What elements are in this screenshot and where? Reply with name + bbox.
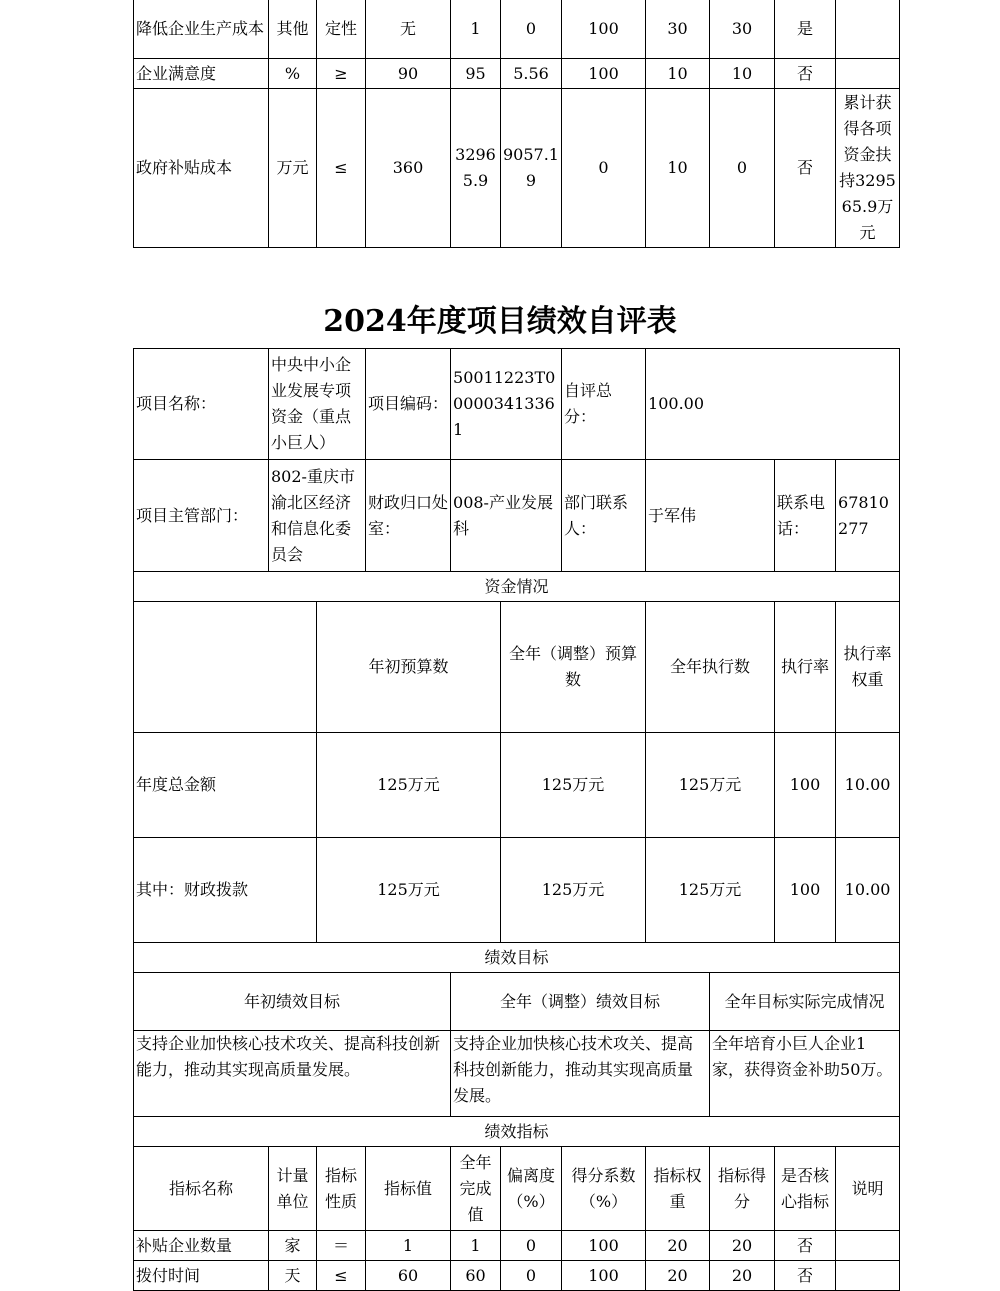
indicator-note xyxy=(836,59,900,89)
phone-label: 联系电话： xyxy=(775,460,836,572)
indicator-header: 指标值 xyxy=(366,1147,451,1231)
indicator-note: 累计获得各项资金扶持329565.9万元 xyxy=(836,89,900,248)
indicator-core: 否 xyxy=(775,1261,836,1291)
finance-label: 财政归口处室： xyxy=(366,460,451,572)
funds-header-blank xyxy=(134,602,317,733)
goals-header: 全年（调整）绩效目标 xyxy=(451,973,710,1031)
indicator-actual: 95 xyxy=(451,59,501,89)
indicator-header: 全年完成值 xyxy=(451,1147,501,1231)
indicator-score: 0 xyxy=(710,89,775,248)
project-code-label: 项目编码： xyxy=(366,349,451,460)
indicator-note xyxy=(836,1261,900,1291)
funds-executed: 125万元 xyxy=(646,838,775,943)
indicator-header: 说明 xyxy=(836,1147,900,1231)
total-score: 100.00 xyxy=(646,349,900,460)
funds-row-label: 其中：财政拨款 xyxy=(134,838,317,943)
funds-header: 执行率权重 xyxy=(836,602,900,733)
indicator-actual: 1 xyxy=(451,0,501,59)
indicator-nature: ≤ xyxy=(317,1261,366,1291)
indicator-score: 20 xyxy=(710,1231,775,1261)
table-row xyxy=(134,1231,900,1261)
indicator-note xyxy=(836,1231,900,1261)
indicator-unit: 其他 xyxy=(269,0,317,59)
table-row xyxy=(134,1031,900,1117)
funds-rate: 100 xyxy=(775,838,836,943)
indicator-coef: 100 xyxy=(562,0,646,59)
contact-value: 于军伟 xyxy=(646,460,775,572)
goals-header: 年初绩效目标 xyxy=(134,973,451,1031)
funds-header: 年初预算数 xyxy=(317,602,501,733)
indicators-section-title: 绩效指标 xyxy=(134,1117,900,1147)
project-name: 中央中小企业发展专项资金（重点小巨人） xyxy=(269,349,366,460)
indicator-coef: 100 xyxy=(562,59,646,89)
table-row xyxy=(134,1147,900,1231)
indicator-score: 10 xyxy=(710,59,775,89)
indicator-target: 360 xyxy=(366,89,451,248)
funds-adjusted: 125万元 xyxy=(501,733,646,838)
funds-weight: 10.00 xyxy=(836,838,900,943)
indicator-core: 否 xyxy=(775,59,836,89)
indicator-target: 60 xyxy=(366,1261,451,1291)
table-row xyxy=(134,1261,900,1291)
page-title: 2024年度项目绩效自评表 xyxy=(323,304,677,339)
funds-executed: 125万元 xyxy=(646,733,775,838)
goal-initial: 支持企业加快核心技术攻关、提高科技创新能力，推动其实现高质量发展。 xyxy=(134,1031,451,1117)
table-row xyxy=(134,733,900,838)
funds-row-label: 年度总金额 xyxy=(134,733,317,838)
indicator-nature: ＝ xyxy=(317,1231,366,1261)
table-row xyxy=(134,602,900,733)
indicator-name: 降低企业生产成本 xyxy=(134,0,269,59)
table-row xyxy=(134,572,900,602)
finance-value: 008-产业发展科 xyxy=(451,460,562,572)
funds-budget: 125万元 xyxy=(317,838,501,943)
table-row xyxy=(134,973,900,1031)
indicator-coef: 100 xyxy=(562,1231,646,1261)
indicator-weight: 20 xyxy=(646,1261,710,1291)
phone-value: 67810277 xyxy=(836,460,900,572)
project-name-label: 项目名称： xyxy=(134,349,269,460)
goals-header: 全年目标实际完成情况 xyxy=(710,973,900,1031)
table-row xyxy=(134,1117,900,1147)
goal-adjusted: 支持企业加快核心技术攻关、提高科技创新能力，推动其实现高质量发展。 xyxy=(451,1031,710,1117)
indicator-name: 政府补贴成本 xyxy=(134,89,269,248)
indicator-actual: 1 xyxy=(451,1231,501,1261)
table-row xyxy=(134,0,900,59)
goal-actual: 全年培育小巨人企业1家，获得资金补助50万。 xyxy=(710,1031,900,1117)
indicator-core: 否 xyxy=(775,1231,836,1261)
indicator-deviation: 0 xyxy=(501,1231,562,1261)
indicator-header: 计量单位 xyxy=(269,1147,317,1231)
indicator-target: 90 xyxy=(366,59,451,89)
table-row xyxy=(134,59,900,89)
indicator-score: 30 xyxy=(710,0,775,59)
self-eval-table xyxy=(133,348,900,1291)
funds-header: 全年（调整）预算数 xyxy=(501,602,646,733)
funds-rate: 100 xyxy=(775,733,836,838)
indicator-deviation: 9057.19 xyxy=(501,89,562,248)
indicator-nature: ≤ xyxy=(317,89,366,248)
project-code: 50011223T000003413361 xyxy=(451,349,562,460)
indicator-header: 是否核心指标 xyxy=(775,1147,836,1231)
funds-budget: 125万元 xyxy=(317,733,501,838)
indicator-deviation: 5.56 xyxy=(501,59,562,89)
indicator-note xyxy=(836,0,900,59)
indicator-unit: 天 xyxy=(269,1261,317,1291)
dept-label: 项目主管部门： xyxy=(134,460,269,572)
indicator-weight: 10 xyxy=(646,59,710,89)
table-row xyxy=(134,349,900,460)
funds-header: 执行率 xyxy=(775,602,836,733)
indicator-header: 得分系数（%） xyxy=(562,1147,646,1231)
indicator-actual: 60 xyxy=(451,1261,501,1291)
indicator-nature: ≥ xyxy=(317,59,366,89)
funds-section-title: 资金情况 xyxy=(134,572,900,602)
indicator-unit: 万元 xyxy=(269,89,317,248)
indicator-deviation: 0 xyxy=(501,1261,562,1291)
indicator-coef: 0 xyxy=(562,89,646,248)
contact-label: 部门联系人： xyxy=(562,460,646,572)
indicator-name: 企业满意度 xyxy=(134,59,269,89)
indicator-name: 拨付时间 xyxy=(134,1261,269,1291)
indicator-target: 无 xyxy=(366,0,451,59)
funds-header: 全年执行数 xyxy=(646,602,775,733)
table-row xyxy=(134,838,900,943)
table-row xyxy=(134,89,900,248)
indicator-actual: 32965.9 xyxy=(451,89,501,248)
indicator-header: 偏离度（%） xyxy=(501,1147,562,1231)
funds-adjusted: 125万元 xyxy=(501,838,646,943)
top-indicator-table xyxy=(133,0,900,248)
indicator-weight: 10 xyxy=(646,89,710,248)
indicator-weight: 20 xyxy=(646,1231,710,1261)
indicator-nature: 定性 xyxy=(317,0,366,59)
indicator-header: 指标得分 xyxy=(710,1147,775,1231)
indicator-weight: 30 xyxy=(646,0,710,59)
indicator-core: 否 xyxy=(775,89,836,248)
indicator-name: 补贴企业数量 xyxy=(134,1231,269,1261)
goals-section-title: 绩效目标 xyxy=(134,943,900,973)
indicator-unit: 家 xyxy=(269,1231,317,1261)
table-row xyxy=(134,943,900,973)
indicator-score: 20 xyxy=(710,1261,775,1291)
indicator-header: 指标名称 xyxy=(134,1147,269,1231)
indicator-deviation: 0 xyxy=(501,0,562,59)
funds-weight: 10.00 xyxy=(836,733,900,838)
table-row xyxy=(134,460,900,572)
dept-value: 802-重庆市渝北区经济和信息化委员会 xyxy=(269,460,366,572)
indicator-target: 1 xyxy=(366,1231,451,1261)
indicator-coef: 100 xyxy=(562,1261,646,1291)
indicator-header: 指标性质 xyxy=(317,1147,366,1231)
indicator-core: 是 xyxy=(775,0,836,59)
indicator-unit: % xyxy=(269,59,317,89)
score-label: 自评总分： xyxy=(562,349,646,460)
indicator-header: 指标权重 xyxy=(646,1147,710,1231)
